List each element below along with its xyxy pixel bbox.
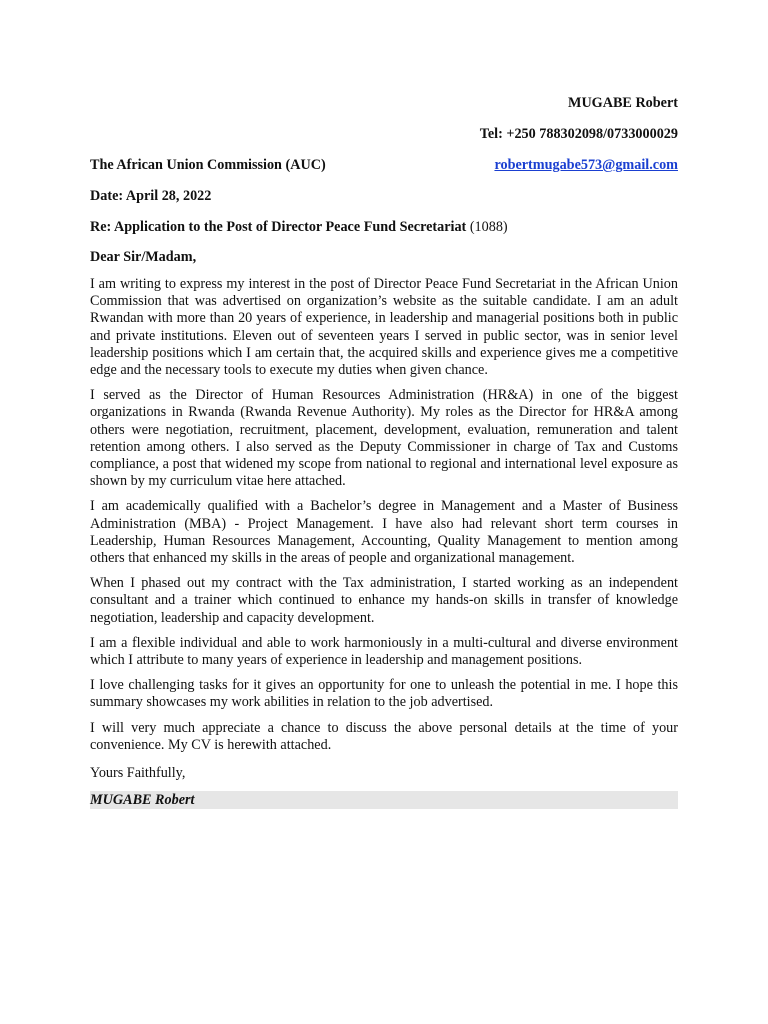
paragraph-experience: I served as the Director of Human Resources Administration (HR&A) in one of the biggest organizations in Rwanda (Rwanda Revenue Authority). My roles as the Director for HR&A among others were negotiation, recruitment, placement, development, evaluation, remuneration and talent retention among others. I also served as the Deputy Commissioner in charge of Tax and Customs compliance, a post that widened my scope from national to regional and international level exposure as shown by my curriculum vitae here attached. — [90, 387, 678, 490]
closing: Yours Faithfully, — [90, 765, 186, 782]
sender-phone: Tel: +250 788302098/0733000029 — [479, 126, 678, 142]
subject-ref: (1088) — [466, 219, 508, 235]
sender-email-link[interactable]: robertmugabe573@gmail.com — [494, 157, 678, 173]
sender-name: MUGABE Robert — [568, 95, 678, 111]
paragraph-challenges: I love challenging tasks for it gives an opportunity for one to unleash the potential in me. I hope this summary showcases my work abilities in relation to the job advertised. — [90, 677, 678, 711]
subject-text: Re: Application to the Post of Director Peace Fund Secretariat — [90, 219, 467, 235]
recipient-row — [90, 155, 678, 175]
subject-line — [90, 217, 678, 237]
letter-page — [90, 88, 678, 809]
salutation: Dear Sir/Madam, — [90, 249, 197, 265]
paragraph-education: I am academically qualified with a Bachelor’s degree in Management and a Master of Business Administration (MBA) - Project Management. I have also had relevant short term courses in Leadership, Human Resources Management, Accounting, Quality Management to mention among others that enhanced my skills in the areas of people and organizational management. — [90, 498, 678, 567]
paragraph-intro: I am writing to express my interest in the post of Director Peace Fund Secretariat in the African Union Commission that was advertised on organization’s website as the suitable candidate. I am an adult Rwandan with more than 20 years of experience, in leadership and managerial positions both in public and private institutions. Eleven out of seventeen years I served in public sector, was in senior level leadership positions which I am certain that, the acquired skills and experience gives me a competitive edge and the necessary tools to execute my duties when given chance. — [90, 276, 678, 379]
signature-name: MUGABE Robert — [90, 791, 678, 809]
paragraph-consulting: When I phased out my contract with the Tax administration, I started working as an independent consultant and a trainer which continued to enhance my hands-on skills in transfer of knowledge negotiation, leadership and capacity development. — [90, 575, 678, 626]
paragraph-flexibility: I am a flexible individual and able to work harmoniously in a multi-cultural and diverse environment which I attribute to many years of experience in leadership and management positions. — [90, 634, 678, 669]
letter-date: Date: April 28, 2022 — [90, 188, 212, 204]
paragraph-request: I will very much appreciate a chance to discuss the above personal details at the time of your convenience. My CV is herewith attached. — [90, 719, 678, 753]
recipient-name: The African Union Commission (AUC) — [90, 157, 326, 173]
